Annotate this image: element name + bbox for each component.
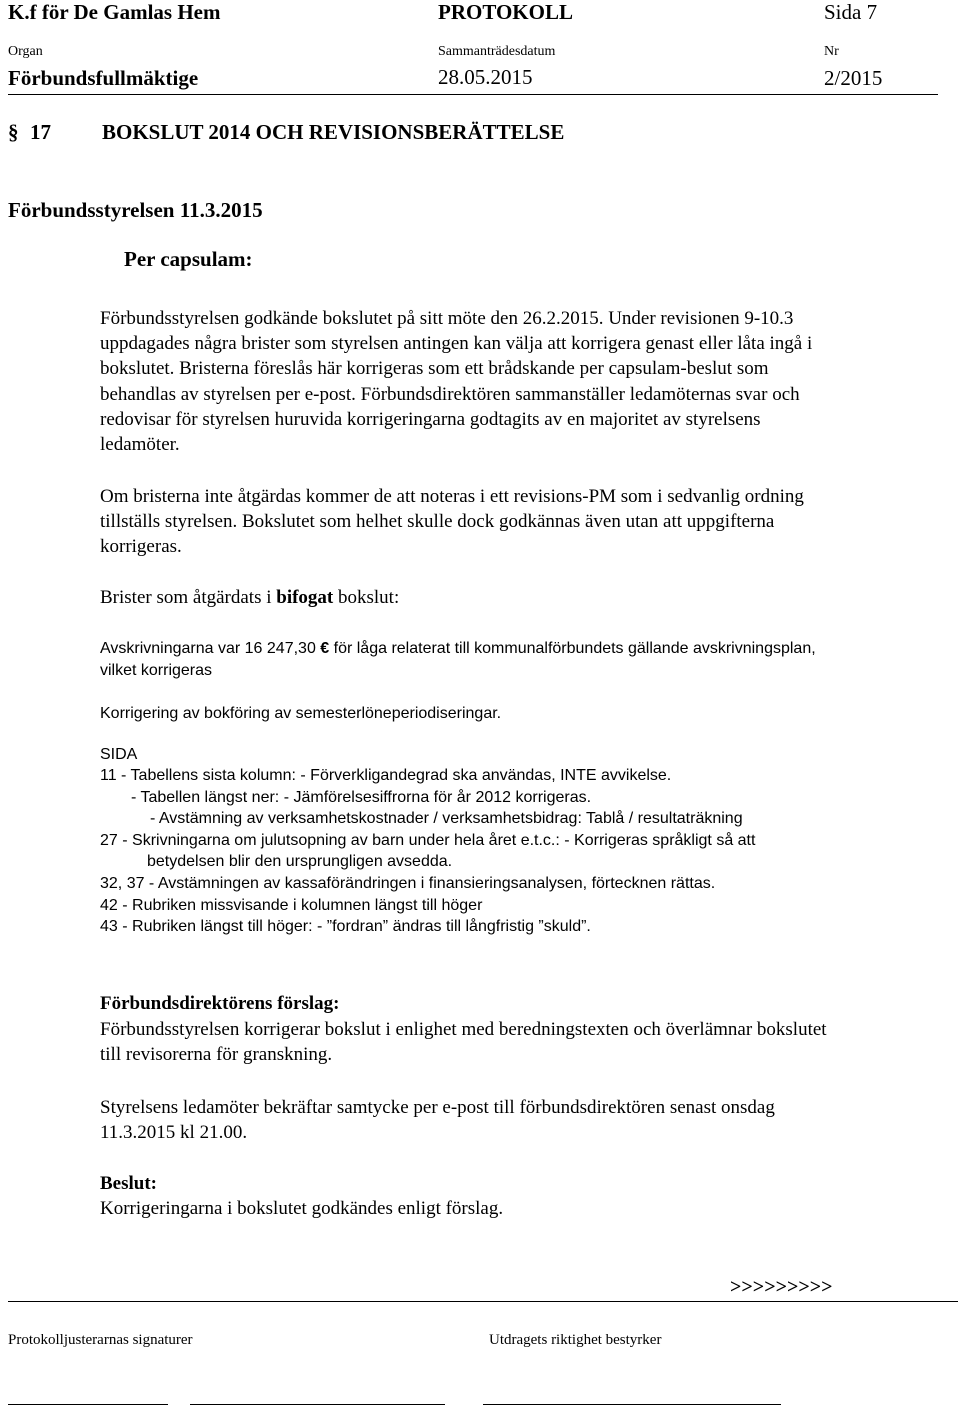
section-number: 17 bbox=[30, 120, 51, 144]
nr-value: 2/2015 bbox=[824, 66, 883, 90]
correction-item: 32, 37 - Avstämningen av kassaförändringen i finansieringsanalysen, förtecknen rättas. bbox=[100, 875, 716, 892]
footer-verification-label: Utdragets riktighet bestyrker bbox=[489, 1332, 662, 1348]
section-symbol: § bbox=[8, 120, 19, 144]
confirm-line: Styrelsens ledamöter bekräftar samtycke per e-post till förbundsdirektören senast onsdag bbox=[100, 1097, 775, 1118]
org-name: K.f för De Gamlas Hem bbox=[8, 0, 221, 24]
body-line: behandlas av styrelsen per e-post. Förbundsdirektören sammanställer ledamöternas svar och bbox=[100, 384, 800, 405]
brister-bold: bifogat bbox=[276, 587, 334, 608]
date-value: 28.05.2015 bbox=[438, 65, 533, 89]
nr-label: Nr bbox=[824, 44, 839, 59]
organ-label: Organ bbox=[8, 44, 43, 59]
confirm-line: 11.3.2015 kl 21.00. bbox=[100, 1122, 248, 1143]
footer-divider bbox=[8, 1301, 958, 1302]
body-line: Förbundsstyrelsen godkände bokslutet på sitt möte den 26.2.2015. Under revisionen 9-10.3 bbox=[100, 308, 794, 329]
capsulam-heading: Per capsulam: bbox=[124, 247, 253, 271]
correction-item: - Tabellen längst ner: - Jämförelsesiffrorna för år 2012 korrigeras. bbox=[131, 789, 592, 806]
brister-line bbox=[100, 587, 399, 609]
decision-heading: Beslut: bbox=[100, 1173, 157, 1194]
doc-type: PROTOKOLL bbox=[438, 0, 573, 24]
decision-text: Korrigeringarna i bokslutet godkändes enligt förslag. bbox=[100, 1198, 504, 1219]
brister-prefix: Brister som åtgärdats i bbox=[100, 587, 277, 608]
correction-item: betydelsen blir den ursprungligen avsedda. bbox=[147, 853, 453, 870]
body-line: tillställs styrelsen. Bokslutet som helhet skulle dock godkännas även utan att uppgifterna bbox=[100, 511, 775, 532]
header-divider bbox=[8, 94, 938, 95]
body-line: korrigeras. bbox=[100, 536, 182, 557]
organ-value: Förbundsfullmäktige bbox=[8, 66, 199, 90]
date-label: Sammanträdesdatum bbox=[438, 44, 556, 59]
avskr-line-2: vilket korrigeras bbox=[100, 662, 213, 679]
correction-item: 42 - Rubriken missvisande i kolumnen längst till höger bbox=[100, 897, 483, 914]
avskr-line-1 bbox=[100, 638, 816, 659]
proposal-line: till revisorerna för granskning. bbox=[100, 1044, 333, 1065]
korrigering-line: Korrigering av bokföring av semesterlöneperiodiseringar. bbox=[100, 705, 502, 722]
correction-item: 43 - Rubriken längst till höger: - ”fordran” ändras till långfristig ”skuld”. bbox=[100, 918, 591, 935]
body-line: Om bristerna inte åtgärdas kommer de att noteras i ett revisions-PM som i sedvanlig ordning bbox=[100, 486, 804, 507]
board-heading: Förbundsstyrelsen 11.3.2015 bbox=[8, 198, 263, 222]
euro-icon: € bbox=[320, 640, 330, 657]
page-number: Sida 7 bbox=[824, 0, 878, 24]
section-title: BOKSLUT 2014 OCH REVISIONSBERÄTTELSE bbox=[102, 120, 565, 144]
avskr-text-a: Avskrivningarna var 16 247,30 bbox=[100, 640, 321, 657]
signature-line bbox=[190, 1404, 445, 1405]
signature-line bbox=[483, 1404, 781, 1405]
avskr-text-b: för låga relaterat till kommunalförbundets gällande avskrivningsplan, bbox=[329, 640, 816, 657]
continuation-marker: >>>>>>>>> bbox=[730, 1276, 833, 1298]
proposal-line: Förbundsstyrelsen korrigerar bokslut i enlighet med beredningstexten och överlämnar bokslutet bbox=[100, 1019, 827, 1040]
correction-item: 11 - Tabellens sista kolumn: - Förverkligandegrad ska användas, INTE avvikelse. bbox=[100, 767, 672, 784]
sida-label: SIDA bbox=[100, 746, 138, 763]
proposal-heading: Förbundsdirektörens förslag: bbox=[100, 993, 340, 1014]
correction-item: - Avstämning av verksamhetskostnader / verksamhetsbidrag: Tablå / resultaträkning bbox=[150, 810, 743, 827]
footer-signatures-label: Protokolljusterarnas signaturer bbox=[8, 1332, 193, 1348]
body-line: bokslutet. Bristerna föreslås här korrigeras som ett brådskande per capsulam-beslut som bbox=[100, 358, 769, 379]
body-line: uppdagades några brister som styrelsen antingen kan välja att korrigera genast eller låta ingå i bbox=[100, 333, 813, 354]
correction-item: 27 - Skrivningarna om julutsopning av barn under hela året e.t.c.: - Korrigeras språkligt så att bbox=[100, 832, 756, 849]
signature-line bbox=[8, 1404, 168, 1405]
body-line: ledamöter. bbox=[100, 434, 180, 455]
body-line: redovisar för styrelsen huruvida korrigeringarna godtagits av en majoritet av styrelsens bbox=[100, 409, 761, 430]
brister-suffix: bokslut: bbox=[333, 587, 400, 608]
